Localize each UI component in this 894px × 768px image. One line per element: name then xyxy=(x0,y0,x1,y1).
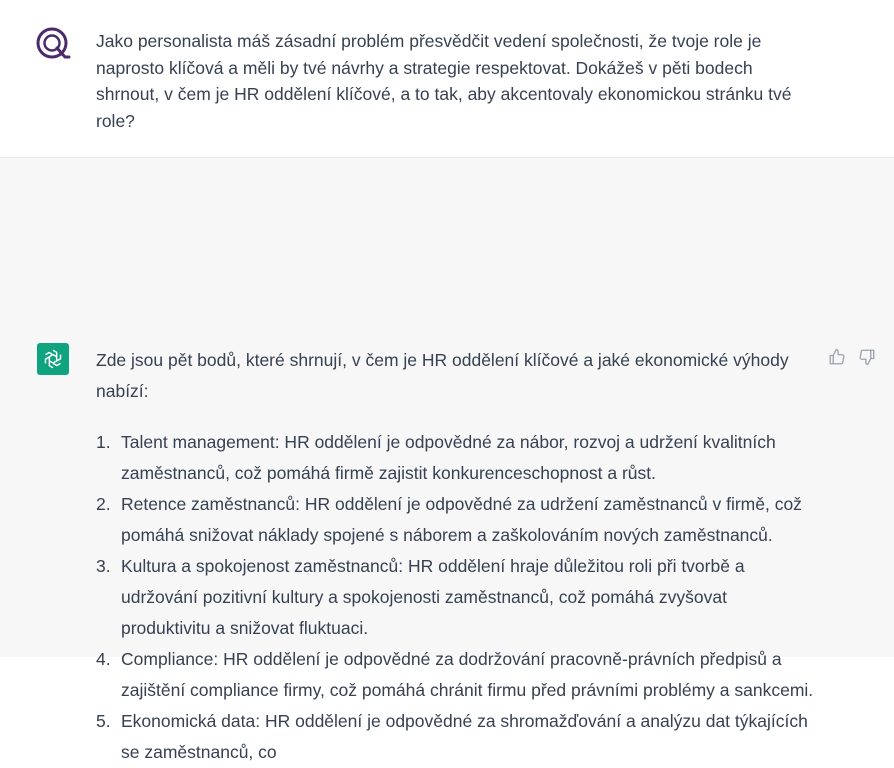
assistant-message xyxy=(0,158,894,762)
list-item-number: 1. xyxy=(96,432,111,452)
list-item-number: 5. xyxy=(96,711,111,731)
list-item-number: 3. xyxy=(96,556,111,576)
list-item-text: Compliance: HR oddělení je odpovědné za dodržování pracovně-právních předpisů a zajištění compliance firmy, což pomáhá chránit firmu před právními problémy a sankcemi. xyxy=(121,649,814,700)
list-item-number: 4. xyxy=(96,649,111,669)
list-item-text: Ekonomická data: HR oddělení je odpovědné za shromažďování a analýzu dat týkajících se zaměstnanců, co xyxy=(121,711,808,762)
list-item xyxy=(96,551,816,644)
thumbs-up-icon[interactable] xyxy=(827,347,847,367)
openai-logo-icon xyxy=(37,343,69,375)
user-message-text: Jako personalista máš zásadní problém přesvědčit vedení společnosti, že tvoje role je naprosto klíčová a měli by tvé návrhy a strategie respektovat. Dokážeš v pěti bodech shrnout, v čem je HR oddělení klíčové, a to tak, aby akcentovaly ekonomickou stránku tvé role? xyxy=(96,31,792,131)
list-item-text: Talent management: HR oddělení je odpovědné za nábor, rozvoj a udržení kvalitních zaměstnanců, což pomáhá firmě zajistit konkurenceschopnost a růst. xyxy=(121,432,776,483)
thumbs-down-icon[interactable] xyxy=(857,347,877,367)
user-avatar-icon xyxy=(35,26,71,62)
list-item-text: Kultura a spokojenost zaměstnanců: HR oddělení hraje důležitou roli při tvorbě a udržování pozitivní kultury a spokojenosti zaměstnanců, což pomáhá zvyšovat produktivitu a snižovat fluktuaci. xyxy=(121,556,745,638)
assistant-list xyxy=(96,427,816,768)
list-item xyxy=(96,706,816,768)
assistant-intro: Zde jsou pět bodů, které shrnují, v čem je HR oddělení klíčové a jaké ekonomické výhody nabízí: xyxy=(96,350,789,401)
list-item-number: 2. xyxy=(96,494,111,514)
list-item xyxy=(96,427,816,489)
list-item xyxy=(96,644,816,706)
user-message xyxy=(0,0,894,158)
list-item-text: Retence zaměstnanců: HR oddělení je odpovědné za udržení zaměstnanců v firmě, což pomáhá snižovat náklady spojené s náborem a zaškolováním nových zaměstnanců. xyxy=(121,494,802,545)
list-item xyxy=(96,489,816,551)
